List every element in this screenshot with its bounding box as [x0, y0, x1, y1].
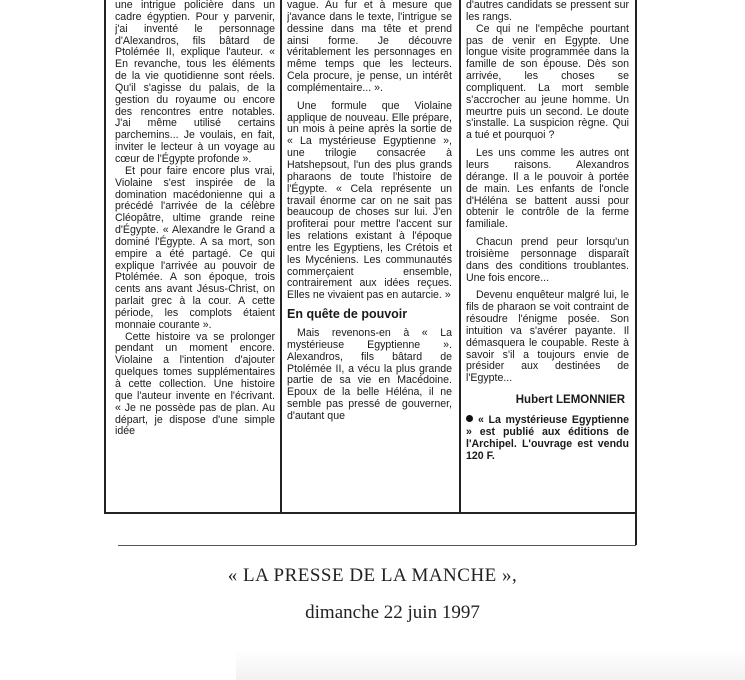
subheading: En quête de pouvoir: [287, 307, 408, 322]
paragraph: Les uns comme les autres ont leurs raisons. Alexandros dérange. Il a le pouvoir à portée de main. Les enfants de l'oncle d'Héléna se battent aussi pour obtenir le contrôle de la ferme familiale.: [466, 147, 629, 231]
paragraph: Ce qui ne l'empêche pourtant pas de venir en Egypte. Une longue visite programmée dans la famille de son épouse. Dès son arrivée, les choses se compliquent. La mort semble s'accrocher au jeune homme. Un meurtre puis un second. Le doute s'installe. La suspicion règne. Qui a tué et pourquoi ?: [466, 22, 629, 142]
column-rule-right: [635, 0, 637, 545]
scan-edge-line: [118, 545, 636, 546]
column-rule-2-3: [459, 0, 461, 512]
column-rule-left: [104, 0, 106, 512]
bullet-icon: [466, 415, 473, 422]
publication-note: [466, 415, 629, 462]
article-column-2: [287, 0, 452, 512]
paragraph: vague. Au fur et à mesure que j'avance dans le texte, l'intrigue se dessine dans ma tête et prend ainsi forme. Je découvre véritablement les personnages en même temps que les lecteurs. Cela procure, je pense, un intérêt complémentaire... ».: [287, 0, 452, 94]
scan-shadow: [236, 650, 745, 680]
publication-note-text: « La mystérieuse Egyptienne » est publié aux éditions de l'Archipel. L'ouvrage est vendu 120 F.: [466, 414, 629, 462]
author-signature: Hubert LEMONNIER: [515, 394, 625, 407]
article-column-3: [466, 0, 629, 512]
bottom-rule: [104, 512, 636, 514]
newspaper-name: « LA PRESSE DE LA MANCHE »,: [227, 565, 518, 586]
paragraph: Une formule que Violaine applique de nouveau. Elle prépare, un mois à peine après la sortie de « La mystérieuse Egyptienne », une trilogie consacrée à Hatshepsout, l'un des plus grands pharaons de toute l'histoire de l'Égypte. « Cela représente un travail énorme car on ne sait pas beaucoup de choses sur lui. J'en profiterai pour mettre l'accent sur les relations existant à l'époque entre les Egyptiens, les Crétois et les Mycéniens. Les communautés commerçaient ensemble, contrairement aux idées reçues. Elles ne vivaient pas en autarcie. »: [287, 99, 452, 302]
paragraph: Et pour faire encore plus vrai, Violaine s'est inspirée de la domination macédonienne qui a précédé l'arrivée de la célèbre Cléopâtre, ultime grande reine d'Égypte. « Alexandre le Grand a dominé l'Égypte. A sa mort, son empire a été partagé. Ce qui explique l'arrivée au pouvoir de Ptolémée. A son époque, trois cents ans avant Jésus-Christ, on parlait grec à la cour. A cette période, les complots étaient monnaie courante ».: [115, 164, 275, 331]
paragraph: une intrigue policière dans un cadre égyptien. Pour y parvenir, j'ai inventé le personnage d'Alexandros, fils bâtard de Ptolémée II, explique l'auteur. « En revanche, tous les éléments de la vie quotidienne sont réels. Qu'il s'agisse du palais, de la gestion du royaume ou encore des rencontres entre notables. J'ai même utilisé certains parchemins... Je voulais, en fait, inviter le lecteur à un voyage au cœur de l'Égypte profonde ».: [115, 0, 275, 165]
paragraph: Mais revenons-en à « La mystérieuse Egyptienne ». Alexandros, fils bâtard de Ptolémée II, a vécu la plus grande partie de sa vie en Macédoine. Epoux de la belle Héléna, il ne semble pas pressé de gouverner, d'autant que: [287, 327, 452, 422]
paragraph: d'autres candidats se pressent sur les rangs.: [466, 0, 629, 23]
paragraph: Cette histoire va se prolonger pendant un moment encore. Violaine a l'intention d'ajouter quelques tomes supplémentaires à cette collection. Une histoire que l'auteur invente en l'écrivant. « Je ne possède pas de plan. Au départ, je dispose d'une simple idée: [115, 330, 275, 438]
paragraph: Chacun prend peur lorsqu'un troisième personnage disparaît dans des conditions troublantes. Une fois encore...: [466, 236, 629, 284]
paragraph: Devenu enquêteur malgré lui, le fils de pharaon se voit contraint de résoudre l'énigme posée. Son intuition va s'avérer payante. Il démasquera le coupable. Reste à savoir s'il a toujours envie de présider aux destinées de l'Egypte...: [466, 289, 629, 385]
publication-date: dimanche 22 juin 1997: [305, 602, 480, 623]
column-rule-1-2: [280, 0, 282, 512]
article-column-1: [115, 0, 275, 512]
